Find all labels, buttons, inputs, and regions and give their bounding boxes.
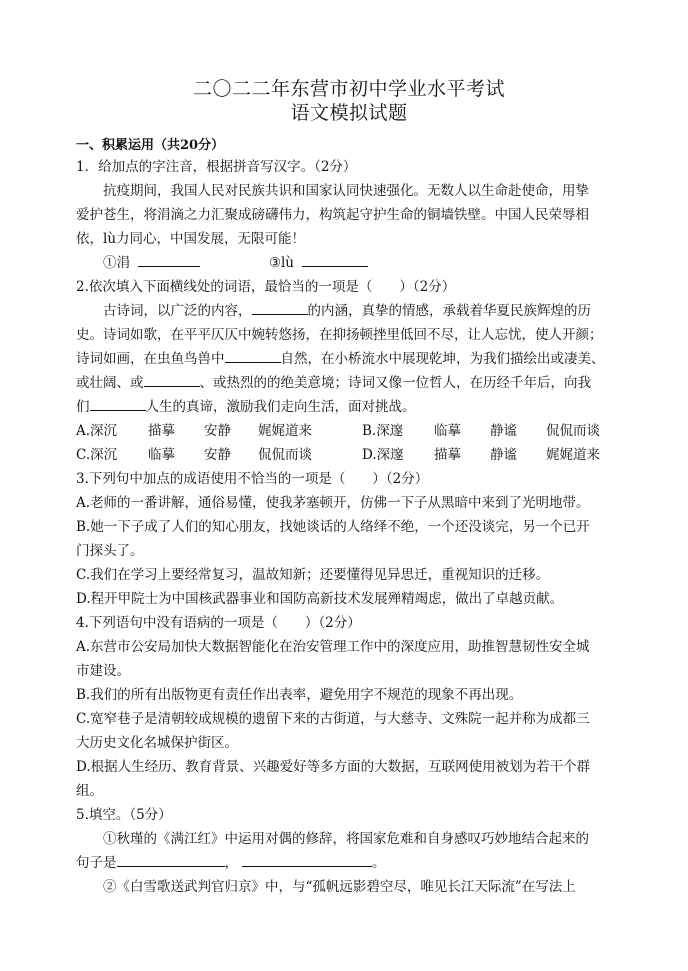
question-5-stem: 5.填空。（5分） bbox=[76, 807, 172, 823]
question-2-passage-line: 史。诗词如歌，在平平仄仄中婉转悠扬，在抑扬顿挫里低回不尽，让人忘忧，使人开颜； bbox=[76, 327, 603, 343]
question-1-answer-line bbox=[76, 251, 622, 275]
question-5-answer-line: 句子是 ， 。 bbox=[76, 851, 622, 875]
option-a[interactable]: A.老师的一番讲解，通俗易懂，使我茅塞顿开，仿佛一下子从黑暗中来到了光明地带。 bbox=[76, 495, 590, 511]
option-a[interactable]: A.深沉 描摹 安静 娓娓道来 bbox=[76, 423, 312, 439]
option-b[interactable]: B.深邃 临摹 静谧 侃侃而谈 bbox=[362, 423, 600, 439]
question-1-passage-line: 抗疫期间，我国人民对民族共识和国家认同快速强化。无数人以生命赴使命，用挚 bbox=[103, 183, 589, 199]
question-5-prompt-line: ②《白雪歌送武判官归京》中，与“孤帆远影碧空尽，唯见长江天际流”在写法上 bbox=[103, 879, 576, 895]
question-1-passage-line: 爱护苍生，将涓滴之力汇聚成磅礴伟力，构筑起守护生命的铜墙铁壁。中国人民荣辱相 bbox=[76, 207, 589, 223]
question-2-options-row bbox=[76, 419, 622, 443]
answer-blank[interactable] bbox=[225, 348, 281, 363]
option-c-continued: 大历史文化名城保护街区。 bbox=[76, 735, 238, 751]
question-4-stem: 4.下列语句中没有语病的一项是（ ）（2分） bbox=[76, 615, 361, 631]
question-2-passage-line: 们 人生的真谛，激励我们走向生活，面对挑战。 bbox=[76, 395, 622, 419]
question-2-passage-line: 古诗词，以广泛的内容， 的内涵，真挚的情感，承载着华夏民族辉煌的历 bbox=[76, 299, 622, 323]
option-b-continued: 门探头了。 bbox=[76, 543, 144, 559]
question-2-options-row bbox=[76, 443, 622, 467]
option-c[interactable]: C.宽窄巷子是清朝较成规模的遗留下来的古街道，与大慈寺、文殊院一起并称为成都三 bbox=[76, 711, 590, 727]
option-b[interactable]: B.我们的所有出版物更有责任作出表率，避免用字不规范的现象不再出现。 bbox=[76, 687, 523, 703]
option-a-continued: 市建设。 bbox=[76, 663, 130, 679]
question-2-passage-line: 诗词如画，在虫鱼鸟兽中 自然，在小桥流水中展现乾坤，为我们描绘出或凄美、 bbox=[76, 347, 622, 371]
option-c[interactable]: C.我们在学习上要经常复习，温故知新；还要懂得见异思迁，重视知识的迁移。 bbox=[76, 567, 550, 583]
option-d-continued: 组。 bbox=[76, 783, 103, 799]
answer-blank[interactable] bbox=[302, 252, 368, 267]
question-2-passage-line: 或壮阔、或 、或热烈的的绝美意境；诗词又像一位哲人，在历经千年后，向我 bbox=[76, 371, 622, 395]
question-1-stem: 1．给加点的字注音，根据拼音写汉字。（2分） bbox=[76, 159, 357, 175]
section-heading: 一、积累运用（共20分） bbox=[76, 138, 225, 153]
option-b[interactable]: B.她一下子成了人们的知心朋友，找她谈话的人络绎不绝，一个还没谈完，另一个已开 bbox=[76, 519, 590, 535]
option-c[interactable]: C.深沉 临摹 安静 侃侃而谈 bbox=[76, 447, 312, 463]
question-2-stem: 2.依次填入下面横线处的词语，最恰当的一项是（ ）（2分） bbox=[76, 279, 456, 295]
question-1-passage-line: 依，lù力同心，中国发展，无限可能！ bbox=[76, 231, 306, 247]
blank-label: ①涓 bbox=[103, 255, 130, 271]
answer-blank[interactable] bbox=[138, 252, 200, 267]
answer-blank[interactable] bbox=[90, 396, 146, 411]
answer-blank[interactable] bbox=[117, 852, 225, 867]
answer-blank[interactable] bbox=[144, 372, 200, 387]
option-a[interactable]: A.东营市公安局加快大数据智能化在治安管理工作中的深度应用，助推智慧韧性安全城 bbox=[76, 639, 590, 655]
exam-subtitle: 语文模拟试题 bbox=[290, 102, 408, 124]
question-5-prompt-line: ①秋瑾的《满江红》中运用对偶的修辞，将国家危难和自身感叹巧妙地结合起来的 bbox=[103, 831, 589, 847]
answer-blank[interactable] bbox=[242, 852, 372, 867]
answer-blank[interactable] bbox=[252, 300, 308, 315]
blank-label: ③lù bbox=[268, 255, 295, 271]
option-d[interactable]: D.程开甲院士为中国核武器事业和国防高新技术发展殚精竭虑，做出了卓越贡献。 bbox=[76, 591, 564, 607]
option-d[interactable]: D.深邃 描摹 静谧 娓娓道来 bbox=[362, 447, 600, 463]
exam-title: 二〇二二年东营市初中学业水平考试 bbox=[192, 78, 505, 100]
question-3-stem: 3.下列句中加点的成语使用不恰当的一项是（ ）（2分） bbox=[76, 471, 429, 487]
option-d[interactable]: D.根据人生经历、教育背景、兴趣爱好等多方面的大数据，互联网使用被划为若干个群 bbox=[76, 759, 591, 775]
